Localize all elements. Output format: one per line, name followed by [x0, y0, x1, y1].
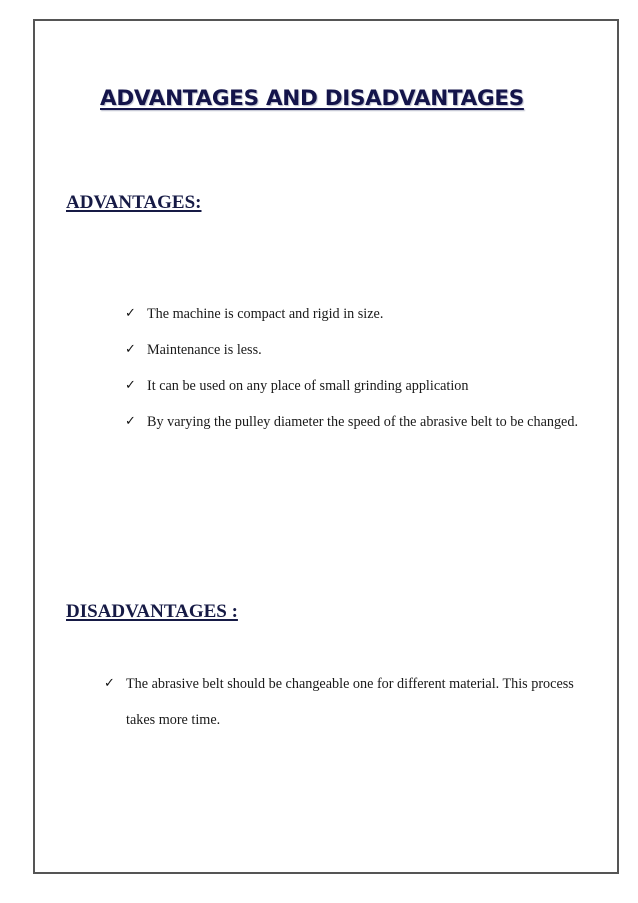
- advantages-list: [125, 296, 585, 440]
- list-item-text: It can be used on any place of small grinding application: [147, 378, 469, 394]
- list-item: [125, 404, 585, 440]
- list-item: [125, 368, 585, 404]
- checkmark-icon: ✓: [125, 414, 136, 429]
- list-item-text: The machine is compact and rigid in size.: [147, 306, 384, 322]
- list-item-text: By varying the pulley diameter the speed of the abrasive belt to be changed.: [147, 414, 578, 430]
- page-title: ADVANTAGES AND DISADVANTAGES: [100, 86, 524, 111]
- list-item: [104, 666, 594, 738]
- checkmark-icon: ✓: [125, 342, 136, 357]
- list-item: [125, 296, 585, 332]
- checkmark-icon: ✓: [125, 306, 136, 321]
- checkmark-icon: ✓: [104, 676, 115, 691]
- advantages-heading: ADVANTAGES:: [66, 192, 202, 213]
- list-item-text: Maintenance is less.: [147, 342, 262, 358]
- list-item: [125, 332, 585, 368]
- page-border: [33, 19, 619, 874]
- checkmark-icon: ✓: [125, 378, 136, 393]
- disadvantages-list: [104, 666, 594, 738]
- disadvantages-heading: DISADVANTAGES :: [66, 601, 238, 622]
- list-item-text: The abrasive belt should be changeable one for different material. This process takes more time.: [126, 676, 574, 728]
